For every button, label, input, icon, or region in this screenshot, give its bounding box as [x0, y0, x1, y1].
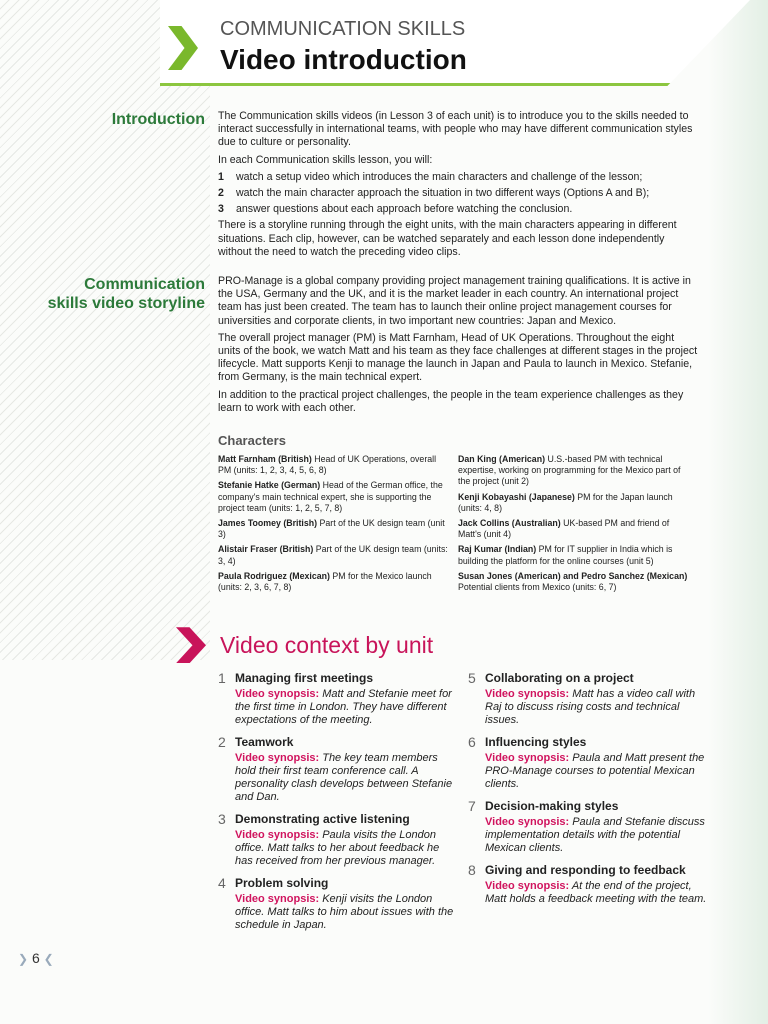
characters-left — [218, 454, 450, 597]
synopsis-label: Video synopsis: — [235, 893, 320, 906]
unit-synopsis — [218, 688, 460, 727]
unit-number: 3 — [218, 811, 226, 828]
storyline-paragraph: PRO-Manage is a global company providing project management training qualifications. It is active in the USA, Germany and the UK, and it is the market leader in each country. An international project team has just been created. The team has to launch their online project management courses for universities and corporate clients, in two important new countries: Japan and Mexico. — [218, 275, 691, 327]
storyline-body — [218, 275, 698, 419]
unit-synopsis — [468, 688, 710, 727]
unit-number: 5 — [468, 670, 476, 687]
unit-item — [218, 812, 460, 868]
synopsis-text: Matt has a video call with Raj to discuss rising costs and technical issues. — [485, 688, 696, 727]
character-entry — [218, 571, 450, 593]
page-title: Video introduction — [220, 44, 467, 75]
step-number: 3 — [218, 203, 224, 216]
intro-paragraph: In each Communication skills lesson, you will: — [218, 153, 433, 166]
introduction-section — [40, 110, 740, 263]
unit-column-right — [468, 671, 710, 940]
step-number: 2 — [218, 187, 224, 200]
unit-title — [468, 671, 710, 686]
unit-number: 2 — [218, 734, 226, 751]
storyline-paragraph: In addition to the practical project challenges, the people in the team experience challenges as they learn to work with each other. — [218, 388, 684, 414]
unit-title — [218, 812, 460, 827]
character-entry — [218, 518, 450, 540]
synopsis-label: Video synopsis: — [485, 880, 570, 893]
synopsis-text: At the end of the project, Matt holds a feedback meeting with the team. — [485, 880, 707, 906]
introduction-heading: Introduction — [111, 111, 205, 128]
page-footer — [18, 950, 768, 966]
unit-number: 8 — [468, 862, 476, 879]
unit-item — [218, 735, 460, 804]
unit-title — [468, 863, 710, 878]
synopsis-text: Paula and Stefanie discuss implementation details with the potential Mexican clients. — [485, 816, 705, 855]
unit-title — [218, 671, 460, 686]
unit-list — [218, 671, 740, 940]
unit-title — [218, 735, 460, 750]
character-name: Alistair Fraser (British) — [218, 544, 314, 555]
magenta-chevron-icon — [176, 627, 206, 663]
unit-number: 6 — [468, 734, 476, 751]
synopsis-label: Video synopsis: — [235, 752, 320, 765]
character-entry — [218, 544, 450, 566]
character-desc: Potential clients from Mexico (units: 6, 7) — [458, 582, 617, 593]
character-name: Paula Rodriguez (Mexican) — [218, 570, 330, 581]
storyline-paragraph: The overall project manager (PM) is Matt Farnham, Head of UK Operations. Throughout the eight units of the book, we watch Matt and his team as they face challenges at different stages in the project lifecycle. Matt supports Kenji to manage the launch in Japan and Paula to launch in Mexico. Stefanie, from Germany, is the main technical expert. — [218, 331, 698, 384]
character-desc: UK-based PM and friend of Matt's (unit 4) — [458, 518, 670, 540]
unit-name: Problem solving — [235, 876, 329, 891]
synopsis-label: Video synopsis: — [235, 829, 320, 842]
arrow-left-icon: ❮ — [43, 952, 54, 967]
synopsis-text: The key team members hold their first team conference call. A personality clash develops between Stefanie and Dan. — [235, 752, 453, 804]
unit-name: Demonstrating active listening — [235, 812, 410, 827]
unit-synopsis — [218, 893, 460, 932]
character-name: Susan Jones (American) and Pedro Sanchez (Mexican) — [458, 570, 688, 581]
unit-item — [468, 735, 710, 791]
character-name: Dan King (American) — [458, 454, 546, 465]
character-desc: Head of the German office, the company's main technical expert, she is supporting the project team (units: 1, 2, 5, 7, 8) — [218, 480, 443, 513]
unit-name: Collaborating on a project — [485, 671, 634, 686]
character-entry — [218, 480, 450, 514]
unit-name: Teamwork — [235, 735, 294, 750]
introduction-body — [218, 110, 698, 263]
page-number: 6 — [31, 950, 40, 967]
unit-synopsis — [218, 829, 460, 868]
video-context-title: Video context by unit — [220, 631, 434, 658]
arrow-right-icon: ❯ — [18, 952, 29, 967]
character-desc: PM for IT supplier in India which is building the platform for the online courses (unit 5) — [458, 544, 673, 566]
character-desc: U.S.-based PM with technical expertise, working on programming for the Mexico part of the project (unit 2) — [458, 454, 681, 487]
character-desc: Part of the UK design team (unit 3) — [218, 518, 445, 540]
intro-paragraph: There is a storyline running through the eight units, with the main characters appearing in different situations. Each clip, however, can be watched separately and each lesson done independently without the need to watch the preceding video clips. — [218, 219, 677, 258]
step-item — [218, 187, 698, 200]
unit-item — [218, 876, 460, 932]
characters-heading: Characters — [218, 433, 286, 449]
step-text: watch a setup video which introduces the main characters and challenge of the lesson; — [236, 170, 643, 183]
unit-item — [468, 799, 710, 855]
unit-name: Managing first meetings — [235, 671, 374, 686]
section-kicker: COMMUNICATION SKILLS — [220, 18, 466, 40]
character-name: Stefanie Hatke (German) — [218, 480, 321, 491]
step-text: answer questions about each approach before watching the conclusion. — [236, 203, 573, 216]
video-context-header — [176, 627, 740, 663]
unit-synopsis — [468, 752, 710, 791]
unit-synopsis — [468, 816, 710, 855]
synopsis-label: Video synopsis: — [235, 688, 320, 701]
character-name: Kenji Kobayashi (Japanese) — [458, 491, 575, 502]
character-entry — [458, 454, 690, 488]
unit-synopsis — [218, 752, 460, 804]
unit-item — [218, 671, 460, 727]
character-desc: Head of UK Operations, overall PM (units: 1, 2, 3, 4, 5, 6, 8) — [218, 454, 437, 476]
character-entry — [218, 454, 450, 476]
unit-name: Decision-making styles — [485, 799, 619, 814]
unit-title — [468, 735, 710, 750]
character-desc: PM for the Japan launch (units: 4, 8) — [458, 491, 673, 513]
characters-columns — [218, 454, 698, 597]
step-text: watch the main character approach the situation in two different ways (Options A and B); — [236, 187, 650, 200]
characters-right — [458, 454, 690, 597]
synopsis-label: Video synopsis: — [485, 816, 570, 829]
step-number: 1 — [218, 170, 224, 183]
unit-synopsis — [468, 880, 710, 906]
character-entry — [458, 544, 690, 566]
character-desc: Part of the UK design team (units: 3, 4) — [218, 544, 448, 566]
character-entry — [458, 492, 690, 514]
unit-title — [468, 799, 710, 814]
unit-number: 7 — [468, 798, 476, 815]
unit-number: 1 — [218, 670, 226, 687]
intro-paragraph: The Communication skills videos (in Lesson 3 of each unit) is to introduce you to the skills needed to interact successfully in international teams, with people who may have different communication styles due to culture or personality. — [218, 110, 693, 149]
unit-title — [218, 876, 460, 891]
step-item — [218, 171, 698, 184]
character-name: Raj Kumar (Indian) — [458, 544, 537, 555]
synopsis-text: Matt and Stefanie meet for the first time in London. They have different expectations of the meeting. — [235, 688, 452, 727]
storyline-section — [40, 275, 740, 419]
character-name: Matt Farnham (British) — [218, 454, 312, 465]
character-entry — [458, 518, 690, 540]
synopsis-text: Paula and Matt present the PRO-Manage courses to potential Mexican clients. — [485, 752, 705, 791]
storyline-heading: Communication skills video storyline — [47, 276, 205, 313]
unit-item — [468, 671, 710, 727]
synopsis-text: Paula visits the London office. Matt talks to her about feedback he has received from her previous manager. — [235, 829, 440, 868]
character-entry — [458, 571, 690, 593]
unit-name: Influencing styles — [485, 735, 587, 750]
synopsis-text: Kenji visits the London office. Matt talks to him about issues with the schedule in Japan. — [235, 893, 454, 932]
unit-column-left — [218, 671, 460, 940]
unit-item — [468, 863, 710, 906]
character-name: Jack Collins (Australian) — [458, 518, 561, 529]
character-name: James Toomey (British) — [218, 518, 318, 529]
unit-number: 4 — [218, 875, 226, 892]
synopsis-label: Video synopsis: — [485, 752, 570, 765]
character-desc: PM for the Mexico launch (units: 2, 3, 6, 7, 8) — [218, 570, 432, 593]
unit-name: Giving and responding to feedback — [485, 863, 686, 878]
characters-section — [218, 433, 698, 597]
synopsis-label: Video synopsis: — [485, 688, 570, 701]
step-item — [218, 203, 698, 216]
